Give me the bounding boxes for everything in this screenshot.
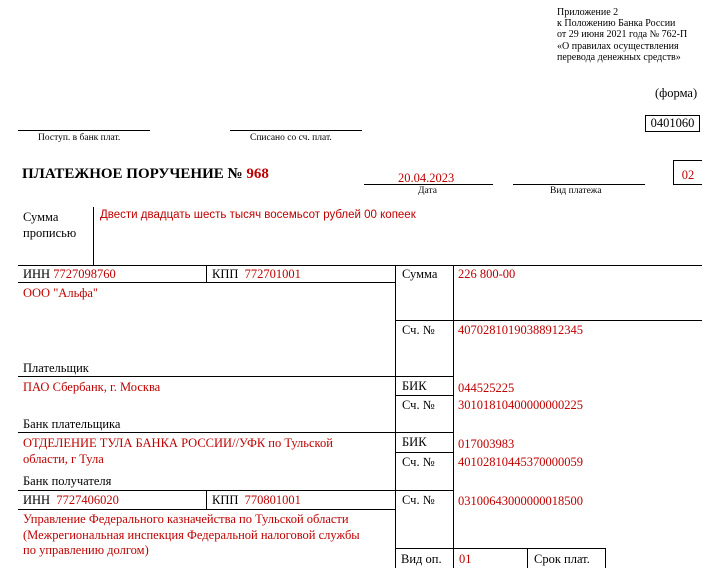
debited-line	[230, 130, 362, 131]
payment-type-label: Вид платежа	[550, 186, 602, 196]
payee-kpp-label: КПП	[212, 493, 239, 507]
date-line	[364, 184, 493, 185]
operation-type-label: Вид оп.	[401, 552, 442, 566]
status-code: 02	[681, 168, 695, 182]
grid-line	[18, 490, 453, 491]
payer-bank-account-value: 30101810400000000225	[458, 398, 583, 412]
payer-account-value: 40702810190388912345	[458, 323, 583, 337]
payer-kpp-label: КПП	[212, 267, 239, 281]
appendix-line: Приложение 2	[557, 7, 619, 18]
grid-line	[605, 548, 606, 568]
payee-bank-bik-label: БИК	[402, 435, 427, 449]
payer-bank-bik-label: БИК	[402, 379, 427, 393]
payee-bank-account-label: Сч. №	[402, 455, 435, 469]
payee-name	[23, 512, 360, 559]
payer-inn-value: 7727098760	[53, 267, 116, 281]
payee-account-label: Сч. №	[402, 493, 435, 507]
payer-kpp	[212, 267, 301, 282]
grid-line	[18, 509, 395, 510]
grid-line	[395, 395, 453, 396]
payer-bank-name: ПАО Сбербанк, г. Москва	[23, 380, 161, 394]
payer-account-label: Сч. №	[402, 323, 435, 337]
amount-words-divider	[93, 207, 94, 265]
debited-label: Списано со сч. плат.	[250, 133, 332, 143]
amount-value: 226 800-00	[458, 267, 516, 281]
payee-account-value: 03100643000000018500	[458, 494, 583, 508]
form-code: 0401060	[650, 116, 695, 130]
operation-type-value: 01	[459, 552, 472, 566]
grid-line	[18, 265, 702, 266]
payer-bank-label: Банк плательщика	[23, 417, 121, 431]
payer-kpp-value: 772701001	[244, 267, 301, 281]
grid-line	[206, 265, 207, 282]
grid-line	[395, 548, 605, 549]
payee-name-line3: по управлению долгом)	[23, 543, 149, 557]
appendix-line: к Положению Банка России	[557, 18, 676, 30]
grid-line	[18, 376, 453, 377]
title-text: ПЛАТЕЖНОЕ ПОРУЧЕНИЕ №	[22, 166, 243, 182]
date-label: Дата	[418, 186, 437, 196]
grid-line	[18, 282, 395, 283]
payee-bank-account-value: 40102810445370000059	[458, 455, 583, 469]
payer-inn-label: ИНН	[23, 267, 51, 281]
order-number: 968	[246, 166, 269, 182]
form-label: (форма)	[655, 86, 698, 100]
amount-words-label	[23, 209, 76, 241]
bank-received-label: Поступ. в банк плат.	[38, 133, 121, 143]
date-value: 20.04.2023	[398, 171, 455, 185]
payee-bank-name-line1: ОТДЕЛЕНИЕ ТУЛА БАНКА РОССИИ//УФК по Тульской	[23, 436, 333, 450]
grid-line	[453, 265, 454, 568]
payee-bank-name-line2: области, г Тула	[23, 452, 104, 466]
payee-kpp-value: 770801001	[244, 493, 301, 507]
grid-line	[395, 452, 453, 453]
payer-name: ООО "Альфа"	[23, 286, 99, 300]
payee-bank-label: Банк получателя	[23, 474, 112, 488]
payee-name-line2: (Межрегиональная инспекция Федеральной налоговой службы	[23, 527, 360, 542]
amount-words-label-line1: Сумма	[23, 210, 59, 224]
payer-bank-account-label: Сч. №	[402, 398, 435, 412]
amount-words-label-line2: прописью	[23, 226, 77, 240]
grid-line	[395, 265, 396, 568]
payee-inn-label: ИНН	[23, 493, 51, 507]
payer-label: Плательщик	[23, 361, 89, 375]
payee-bank-bik-value: 017003983	[458, 437, 515, 451]
payee-name-line1: Управление Федерального казначейства по Тульской области	[23, 512, 349, 526]
appendix-line: «О правилах осуществления	[557, 40, 679, 52]
appendix-note	[557, 7, 687, 63]
grid-line	[18, 432, 453, 433]
form-code-box	[645, 115, 700, 132]
grid-line	[527, 548, 528, 568]
payee-kpp	[212, 493, 301, 508]
payer-bank-bik-value: 044525225	[458, 381, 515, 395]
amount-words-value: Двести двадцать шесть тысяч восемьсот рублей 00 копеек	[100, 209, 416, 221]
payee-inn	[23, 493, 119, 508]
appendix-line: перевода денежных средств»	[557, 51, 681, 63]
payee-inn-value: 7727406020	[56, 493, 119, 507]
status-code-box	[673, 160, 702, 185]
payment-term-label: Срок плат.	[534, 552, 590, 566]
bank-received-line	[18, 130, 150, 131]
page-title	[22, 166, 269, 183]
payment-type-line	[513, 184, 645, 185]
grid-line	[395, 320, 702, 321]
payee-bank-name	[23, 435, 333, 467]
appendix-line: от 29 июня 2021 года № 762-П	[557, 29, 688, 41]
payer-inn	[23, 267, 116, 282]
amount-label: Сумма	[402, 267, 438, 281]
grid-line	[206, 490, 207, 509]
